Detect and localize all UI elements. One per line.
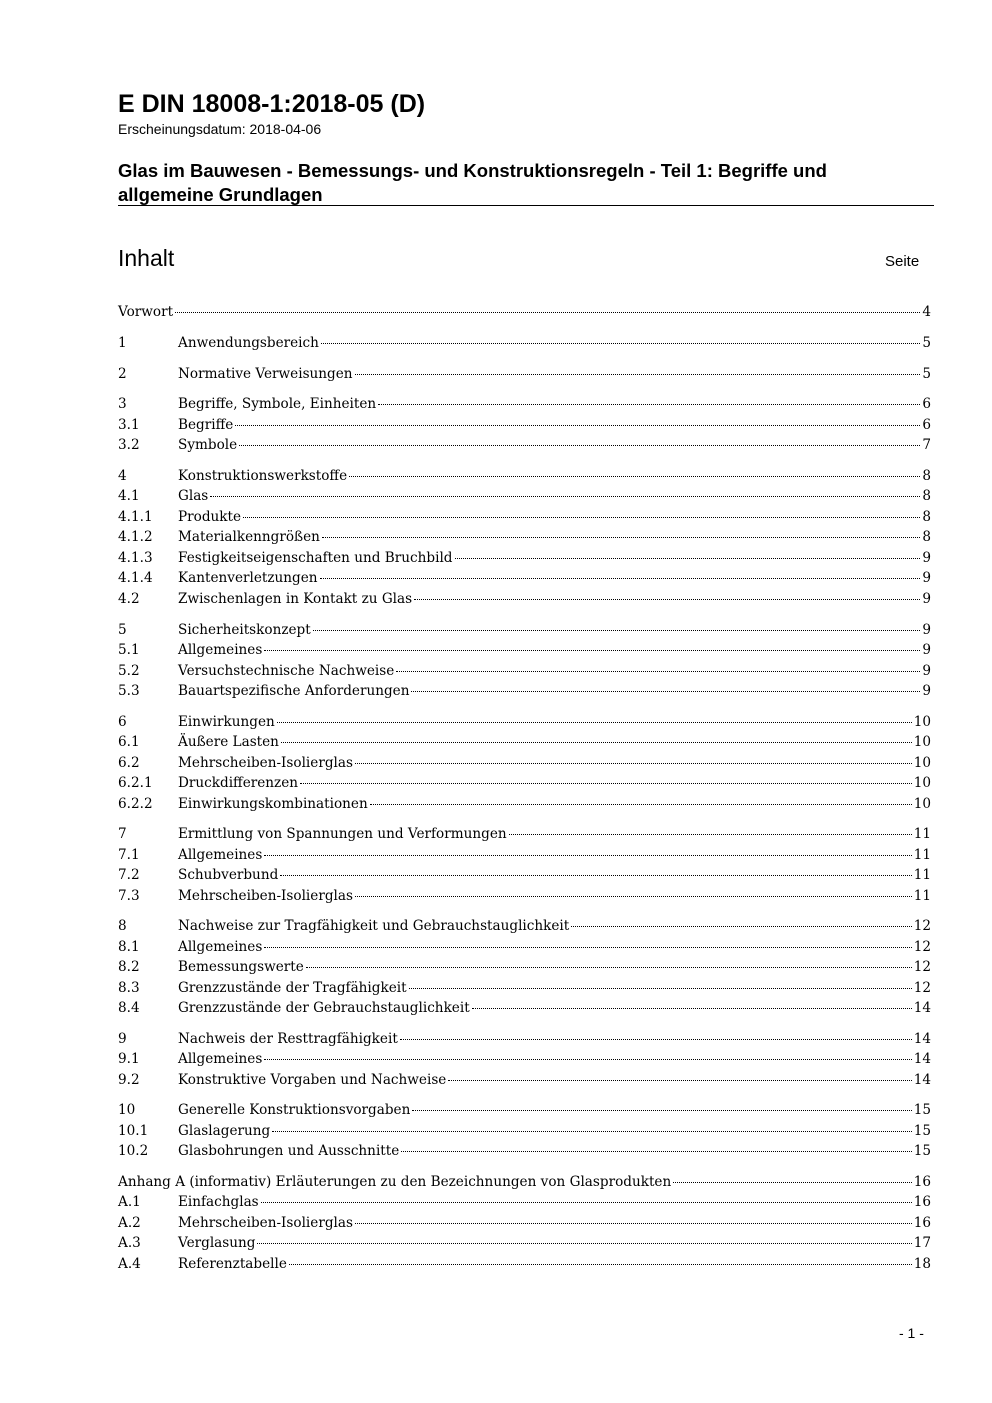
toc-entry-number: 8.2 [118, 959, 140, 975]
toc-entry[interactable] [118, 712, 931, 732]
toc-dot-leader [264, 649, 920, 651]
toc-entry-page: 18 [913, 1256, 931, 1272]
toc-entry[interactable] [118, 1254, 931, 1274]
toc-entry-title: Anhang A (informativ) Erläuterungen zu den Bezeichnungen von Glasprodukten [118, 1174, 672, 1190]
toc-entry-title: Glasbohrungen und Ausschnitte [178, 1143, 400, 1159]
toc-heading: Inhalt [118, 245, 175, 271]
toc-entry-page: 9 [922, 550, 931, 566]
toc-dot-leader [261, 1201, 912, 1203]
toc-entry[interactable] [118, 998, 931, 1018]
toc-entry-page: 16 [913, 1174, 931, 1190]
toc-entry[interactable] [118, 1233, 931, 1253]
toc-entry-title: Nachweise zur Tragfähigkeit und Gebrauchstauglichkeit [178, 918, 570, 934]
toc-entry-title: Allgemeines [178, 1051, 263, 1067]
toc-entry[interactable] [118, 364, 931, 384]
toc-entry-title: Einwirkungskombinationen [178, 796, 368, 812]
toc-entry-page: 11 [913, 826, 931, 842]
toc-entry-page: 8 [922, 488, 931, 504]
toc-entry-title: Sicherheitskonzept [178, 622, 311, 638]
toc-entry-title: Kantenverletzungen [178, 570, 318, 586]
toc-entry[interactable] [118, 394, 931, 414]
toc-entry-title: Allgemeines [178, 847, 263, 863]
toc-entry-title: Bauartspezifische Anforderungen [178, 683, 410, 699]
toc-entry-number: 7.3 [118, 888, 140, 904]
toc-entry-page: 15 [913, 1102, 931, 1118]
toc-entry[interactable] [118, 640, 931, 660]
toc-entry-title: Allgemeines [178, 939, 263, 955]
toc-entry-number: 1 [118, 335, 127, 351]
toc-entry[interactable] [118, 845, 931, 865]
toc-entry[interactable] [118, 1141, 931, 1161]
toc-dot-leader [289, 1263, 912, 1265]
toc-entry-page: 4 [922, 304, 931, 320]
toc-entry[interactable] [118, 527, 931, 547]
toc-entry-title: Mehrscheiben-Isolierglas [178, 1215, 353, 1231]
toc-entry-number: 4.1.4 [118, 570, 153, 586]
toc-entry-number: 5.2 [118, 663, 140, 679]
toc-entry[interactable] [118, 865, 931, 885]
toc-entry-title: Symbole [178, 437, 238, 453]
publication-date: Erscheinungsdatum: 2018-04-06 [118, 121, 322, 137]
toc-entry-number: 4.1 [118, 488, 140, 504]
toc-entry[interactable] [118, 1049, 931, 1069]
toc-dot-leader [400, 1038, 912, 1040]
toc-entry-title: Materialkenngrößen [178, 529, 320, 545]
toc-entry[interactable] [118, 507, 931, 527]
toc-entry-page: 6 [922, 417, 931, 433]
toc-entry-page: 11 [913, 867, 931, 883]
toc-entry-number: 5.1 [118, 642, 140, 658]
toc-dot-leader [313, 629, 921, 631]
toc-entry-page: 8 [922, 509, 931, 525]
toc-entry-page: 5 [922, 366, 931, 382]
toc-entry-title: Festigkeitseigenschaften und Bruchbild [178, 550, 453, 566]
toc-entry-page: 8 [922, 529, 931, 545]
toc-entry-page: 12 [913, 939, 931, 955]
toc-dot-leader [409, 987, 912, 989]
toc-entry-page: 12 [913, 980, 931, 996]
toc-entry-title: Generelle Konstruktionsvorgaben [178, 1102, 411, 1118]
toc-entry-title: Bemessungswerte [178, 959, 304, 975]
toc-entry-number: A.3 [118, 1235, 141, 1251]
toc-entry-number: 4.1.2 [118, 529, 153, 545]
toc-dot-leader [322, 536, 920, 538]
toc-entry-number: 4.1.3 [118, 550, 153, 566]
toc-entry-number: 4.1.1 [118, 509, 153, 525]
toc-entry[interactable] [118, 415, 931, 435]
toc-entry-number: 4 [118, 468, 127, 484]
toc-entry-number: 6.2.2 [118, 796, 153, 812]
toc-entry-title: Druckdifferenzen [178, 775, 299, 791]
toc-entry-page: 12 [913, 918, 931, 934]
toc-entry-title: Grenzzustände der Tragfähigkeit [178, 980, 407, 996]
toc-entry[interactable] [118, 916, 931, 936]
toc-dot-leader [355, 895, 912, 897]
toc-dot-leader [509, 833, 912, 835]
toc-dot-leader [210, 495, 920, 497]
toc-entry-title: Mehrscheiben-Isolierglas [178, 755, 353, 771]
toc-entry-page: 15 [913, 1143, 931, 1159]
toc-entry-page: 15 [913, 1123, 931, 1139]
toc-entry-title: Mehrscheiben-Isolierglas [178, 888, 353, 904]
toc-entry-page: 11 [913, 847, 931, 863]
toc-dot-leader [378, 403, 920, 405]
toc-dot-leader [355, 1222, 912, 1224]
toc-dot-leader [235, 424, 920, 426]
toc-entry[interactable] [118, 794, 931, 814]
toc-entry-number: 4.2 [118, 591, 140, 607]
toc-entry[interactable] [118, 937, 931, 957]
toc-entry[interactable] [118, 753, 931, 773]
toc-dot-leader [281, 741, 912, 743]
toc-dot-leader [280, 874, 911, 876]
toc-entry-page: 17 [913, 1235, 931, 1251]
toc-entry-title: Versuchstechnische Nachweise [178, 663, 395, 679]
toc-dot-leader [355, 762, 912, 764]
document-title: E DIN 18008-1:2018-05 (D) [118, 90, 426, 118]
toc-entry-number: 8.3 [118, 980, 140, 996]
toc-dot-leader [239, 444, 920, 446]
toc-entry-title: Glaslagerung [178, 1123, 271, 1139]
toc-entry-number: A.1 [118, 1194, 141, 1210]
toc-entry-title: Allgemeines [178, 642, 263, 658]
toc-entry-page: 14 [913, 1072, 931, 1088]
toc-dot-leader [264, 1058, 911, 1060]
toc-entry-page: 14 [913, 1031, 931, 1047]
toc-entry[interactable] [118, 548, 931, 568]
toc-dot-leader [306, 966, 912, 968]
toc-dot-leader [243, 516, 920, 518]
toc-entry[interactable] [118, 435, 931, 455]
toc-entry-title: Zwischenlagen in Kontakt zu Glas [178, 591, 413, 607]
toc-entry-number: A.2 [118, 1215, 141, 1231]
toc-entry-number: 9.2 [118, 1072, 140, 1088]
toc-entry-number: A.4 [118, 1256, 141, 1272]
toc-entry-page: 9 [922, 591, 931, 607]
toc-entry[interactable] [118, 1100, 931, 1120]
toc-dot-leader [264, 946, 911, 948]
toc-dot-leader [401, 1150, 911, 1152]
toc-entry-number: 3 [118, 396, 127, 412]
toc-entry[interactable] [118, 333, 931, 353]
toc-entry[interactable] [118, 568, 931, 588]
toc-entry-title: Ermittlung von Spannungen und Verformungen [178, 826, 507, 842]
toc-entry-page: 8 [922, 468, 931, 484]
toc-entry-number: 9.1 [118, 1051, 140, 1067]
toc-entry-page: 12 [913, 959, 931, 975]
toc-entry-page: 9 [922, 622, 931, 638]
toc-entry[interactable] [118, 957, 931, 977]
document-subtitle: Glas im Bauwesen - Bemessungs- und Konstruktionsregeln - Teil 1: Begriffe und allgemeine Grundlagen [118, 160, 827, 205]
toc-entry[interactable] [118, 486, 931, 506]
toc-entry-title: Glas [178, 488, 209, 504]
toc-entry-page: 5 [922, 335, 931, 351]
toc-entry[interactable] [118, 661, 931, 681]
toc-entry-page: 10 [913, 755, 931, 771]
toc-entry[interactable] [118, 302, 931, 322]
toc-entry-title: Äußere Lasten [178, 734, 279, 750]
toc-entry-number: 7 [118, 826, 127, 842]
toc-entry-number: 6.2.1 [118, 775, 153, 791]
toc-entry-title: Begriffe [178, 417, 234, 433]
toc-dot-leader [272, 1130, 911, 1132]
title-divider [118, 205, 934, 206]
toc-entry-title: Konstruktionswerkstoffe [178, 468, 348, 484]
toc-entry[interactable] [118, 466, 931, 486]
toc-entry[interactable] [118, 1192, 931, 1212]
toc-entry-page: 6 [922, 396, 931, 412]
toc-entry[interactable] [118, 1070, 931, 1090]
toc-entry-number: 9 [118, 1031, 127, 1047]
toc-dot-leader [175, 311, 920, 313]
toc-dot-leader [396, 670, 920, 672]
toc-entry-number: 3.1 [118, 417, 140, 433]
toc-entry-title: Verglasung [178, 1235, 256, 1251]
toc-entry-number: 8.4 [118, 1000, 140, 1016]
toc-entry-page: 16 [913, 1194, 931, 1210]
toc-dot-leader [264, 854, 911, 856]
toc-entry-number: 6.1 [118, 734, 140, 750]
toc-entry[interactable] [118, 886, 931, 906]
toc-entry-page: 10 [913, 734, 931, 750]
toc-entry-title: Produkte [178, 509, 242, 525]
toc-entry-page: 9 [922, 642, 931, 658]
toc-dot-leader [411, 690, 920, 692]
toc-dot-leader [257, 1242, 911, 1244]
toc-entry-page: 10 [913, 714, 931, 730]
toc-entry-title: Grenzzustände der Gebrauchstauglichkeit [178, 1000, 470, 1016]
toc-entry-page: 16 [913, 1215, 931, 1231]
toc-entry[interactable] [118, 681, 931, 701]
toc-entry-title: Referenztabelle [178, 1256, 287, 1272]
toc-entry-number: 5.3 [118, 683, 140, 699]
toc-entry-number: 8.1 [118, 939, 140, 955]
toc-entry-number: 6.2 [118, 755, 140, 771]
toc-dot-leader [277, 721, 912, 723]
toc-entry-title: Normative Verweisungen [178, 366, 353, 382]
toc-dot-leader [349, 475, 920, 477]
page-number: - 1 - [899, 1325, 924, 1341]
toc-dot-leader [455, 557, 921, 559]
toc-entry-number: 8 [118, 918, 127, 934]
toc-entry-title: Begriffe, Symbole, Einheiten [178, 396, 377, 412]
toc-dot-leader [571, 925, 911, 927]
toc-entry-page: 14 [913, 1000, 931, 1016]
toc-dot-leader [472, 1007, 912, 1009]
toc-entry-page: 9 [922, 663, 931, 679]
toc-entry-title: Nachweis der Resttragfähigkeit [178, 1031, 398, 1047]
toc-entry[interactable] [118, 620, 931, 640]
toc-entry[interactable] [118, 978, 931, 998]
toc-entry-number: 6 [118, 714, 127, 730]
toc-entry-page: 9 [922, 683, 931, 699]
toc-entry[interactable] [118, 1213, 931, 1233]
toc-dot-leader [673, 1181, 911, 1183]
toc-entry-title: Konstruktive Vorgaben und Nachweise [178, 1072, 447, 1088]
toc-entry[interactable] [118, 1121, 931, 1141]
toc-dot-leader [320, 577, 921, 579]
toc-entry-title: Anwendungsbereich [178, 335, 319, 351]
toc-entry-number: 7.1 [118, 847, 140, 863]
toc-page-column-label: Seite [885, 253, 920, 270]
toc-entry-number: 10.1 [118, 1123, 149, 1139]
toc-entry-page: 10 [913, 775, 931, 791]
toc-entry[interactable] [118, 824, 931, 844]
toc-dot-leader [414, 598, 920, 600]
toc-entry[interactable] [118, 1172, 931, 1192]
toc-entry-number: 7.2 [118, 867, 140, 883]
toc-entry-number: 5 [118, 622, 127, 638]
toc-dot-leader [300, 782, 912, 784]
toc-dot-leader [412, 1109, 911, 1111]
toc-dot-leader [370, 803, 912, 805]
toc-entry[interactable] [118, 773, 931, 793]
toc-entry[interactable] [118, 589, 931, 609]
toc-entry-number: 10 [118, 1102, 136, 1118]
toc-entry-page: 10 [913, 796, 931, 812]
toc-entry-number: 10.2 [118, 1143, 149, 1159]
toc-dot-leader [321, 342, 920, 344]
toc-entry[interactable] [118, 732, 931, 752]
toc-entry-page: 11 [913, 888, 931, 904]
toc-entry-title: Einfachglas [178, 1194, 259, 1210]
toc-entry-number: 3.2 [118, 437, 140, 453]
toc-entry[interactable] [118, 1029, 931, 1049]
toc-entry-page: 7 [922, 437, 931, 453]
toc-entry-page: 9 [922, 570, 931, 586]
toc-entry-title: Vorwort [118, 304, 174, 320]
toc-entry-title: Schubverbund [178, 867, 279, 883]
toc-entry-title: Einwirkungen [178, 714, 275, 730]
toc-dot-leader [448, 1079, 911, 1081]
toc-entry-number: 2 [118, 366, 127, 382]
toc-dot-leader [355, 373, 921, 375]
toc-entry-page: 14 [913, 1051, 931, 1067]
